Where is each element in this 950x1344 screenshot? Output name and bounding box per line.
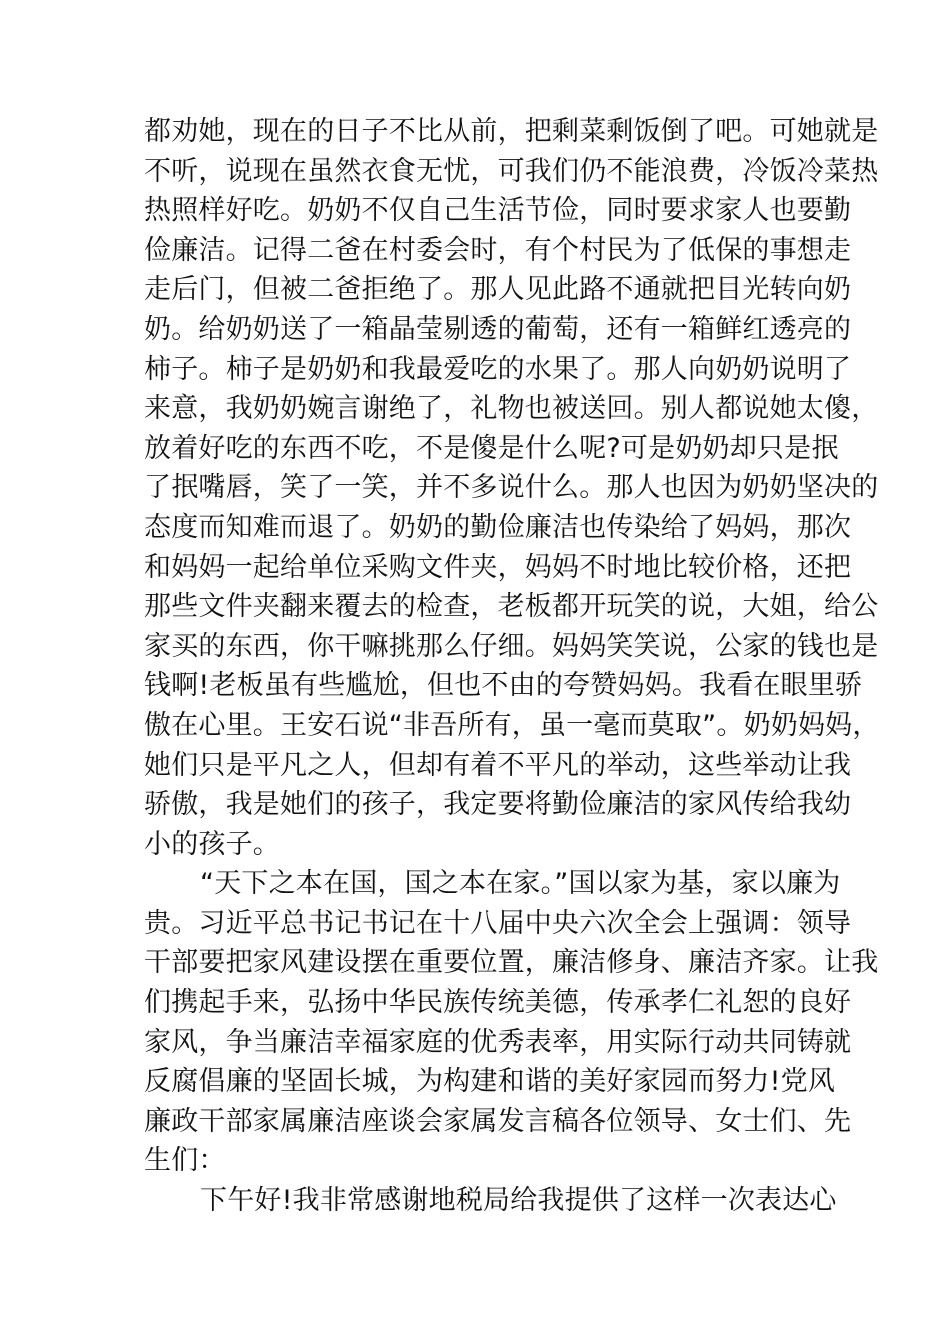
text-line: 不听，说现在虽然衣食无忧，可我们仍不能浪费，冷饭冷菜热: [144, 155, 879, 187]
text-line: 柿子。柿子是奶奶和我最爱吃的水果了。那人向奶奶说明了: [144, 353, 852, 385]
body-text: [144, 112, 880, 1221]
text-line: 奶。给奶奶送了一箱晶莹剔透的葡萄，还有一箱鲜红透亮的: [144, 313, 852, 345]
text-line: 反腐倡廉的坚固长城，为构建和谐的美好家园而努力!党风: [144, 1066, 836, 1098]
text-line: 们携起手来，弘扬中华民族传统美德，传承孝仁礼恕的良好: [144, 987, 852, 1019]
text-line: 那些文件夹翻来覆去的检查，老板都开玩笑的说，大姐，给公: [144, 591, 879, 623]
text-line: 都劝她，现在的日子不比从前，把剩菜剩饭倒了吧。可她就是: [144, 116, 879, 147]
text-line: 骄傲，我是她们的孩子，我定要将勤俭廉洁的家风传给我幼: [144, 789, 852, 821]
text-line: 生们：: [144, 1145, 226, 1177]
text-line: 了抿嘴唇，笑了一笑，并不多说什么。那人也因为奶奶坚决的: [144, 472, 879, 504]
paragraph-start-line: 下午好!我非常感谢地税局给我提供了这样一次表达心: [200, 1185, 837, 1217]
paragraph-start-line: “天下之本在国，国之本在家。”国以家为基，家以廉为: [200, 868, 841, 900]
text-line: 钱啊!老板虽有些尴尬，但也不由的夸赞妈妈。我看在眼里骄: [144, 670, 863, 702]
text-line: 俭廉洁。记得二爸在村委会时，有个村民为了低保的事想走: [144, 234, 852, 266]
text-line: 贵。习近平总书记书记在十八届中央六次全会上强调：领导: [144, 907, 852, 939]
text-line: 傲在心里。王安石说“非吾所有，虽一毫而莫取”。奶奶妈妈，: [144, 709, 880, 741]
text-line: 干部要把家风建设摆在重要位置，廉洁修身、廉洁齐家。让我: [144, 947, 879, 979]
text-line: 走后门，但被二爸拒绝了。那人见此路不通就把目光转向奶: [144, 274, 852, 306]
text-line: 她们只是平凡之人，但却有着不平凡的举动，这些举动让我: [144, 749, 852, 781]
text-line: 来意，我奶奶婉言谢绝了，礼物也被送回。别人都说她太傻，: [144, 393, 879, 425]
text-line: 态度而知难而退了。奶奶的勤俭廉洁也传染给了妈妈，那次: [144, 511, 852, 543]
text-line: 廉政干部家属廉洁座谈会家属发言稿各位领导、女士们、先: [144, 1105, 852, 1137]
text-line: 小的孩子。: [144, 828, 280, 860]
text-line: 家买的东西，你干嘛挑那么仔细。妈妈笑笑说，公家的钱也是: [144, 630, 879, 662]
text-line: 家风，争当廉洁幸福家庭的优秀表率，用实际行动共同铸就: [144, 1026, 852, 1058]
text-line: 和妈妈一起给单位采购文件夹，妈妈不时地比较价格，还把: [144, 551, 852, 583]
text-line: 热照样好吃。奶奶不仅自己生活节俭，同时要求家人也要勤: [144, 195, 852, 227]
text-line: 放着好吃的东西不吃，不是傻是什么呢?可是奶奶却只是抿: [144, 432, 839, 464]
